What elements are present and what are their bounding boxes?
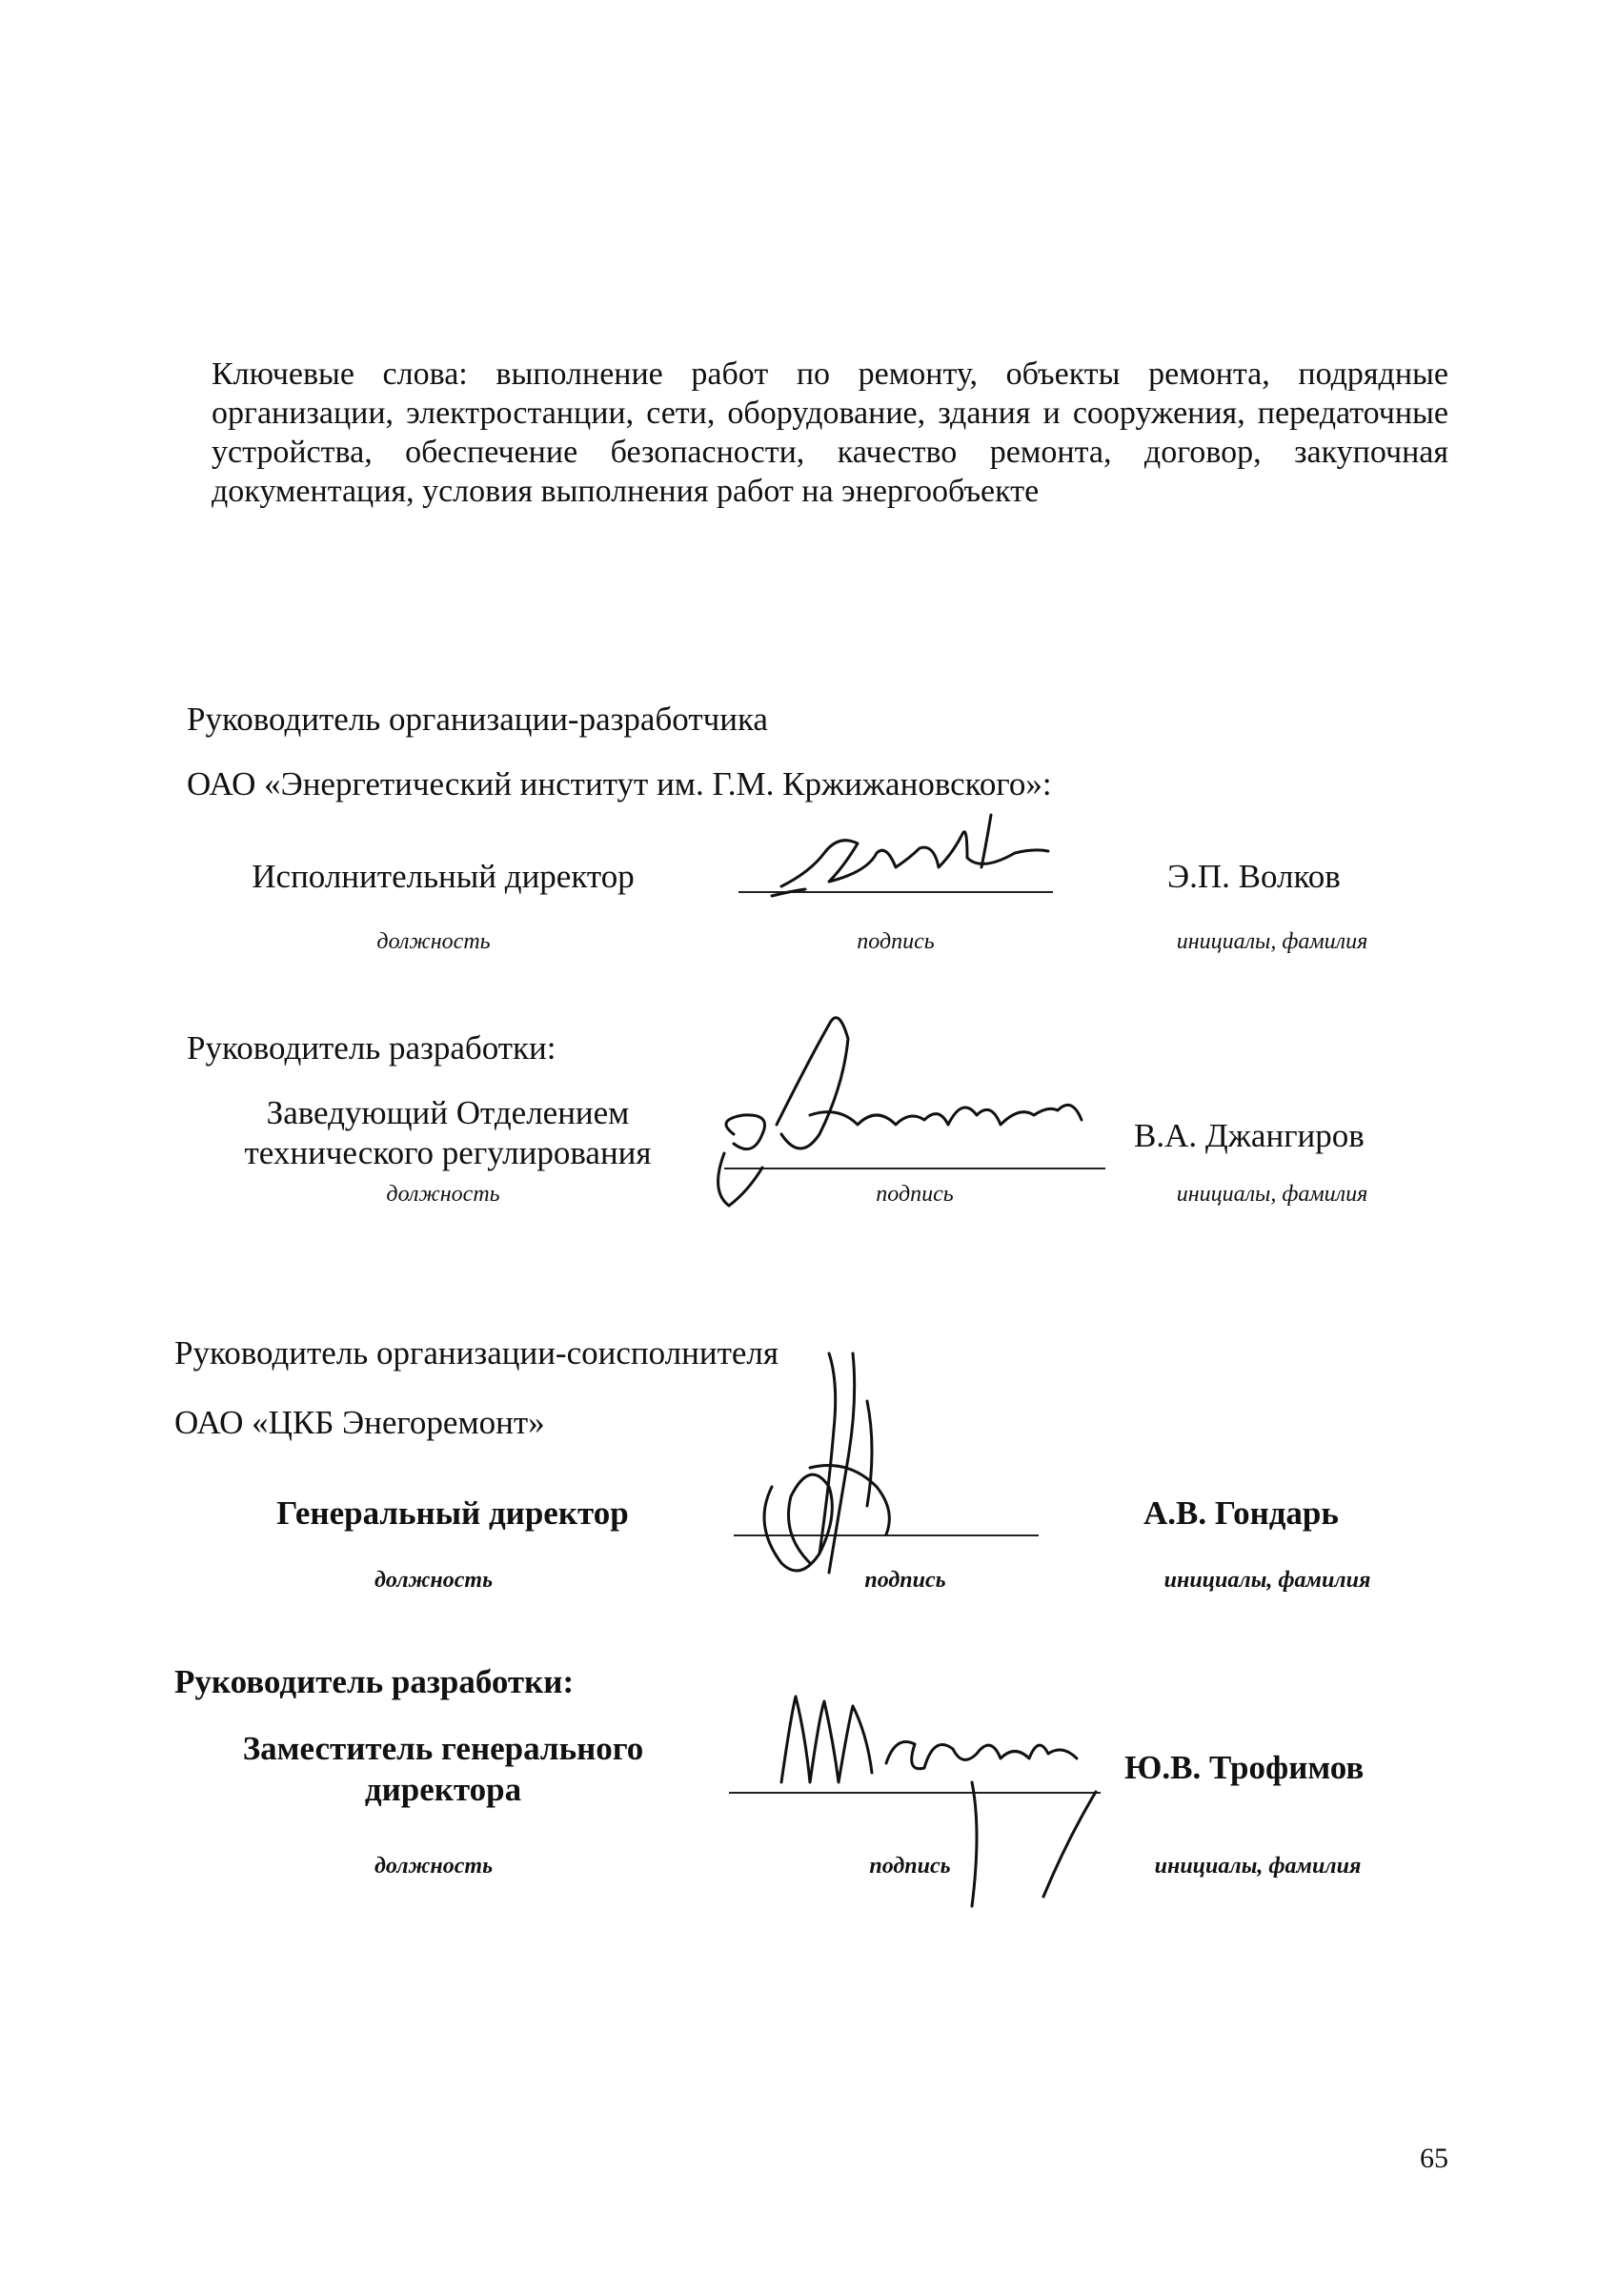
caption-position: должность: [374, 1568, 494, 1593]
caption-name: инициалы, фамилия: [1154, 1854, 1362, 1879]
caption-name: инициалы, фамилия: [1176, 1182, 1368, 1207]
signer-position-line2: технического регулирования: [244, 1134, 652, 1171]
dev-lead-heading: Руководитель разработки:: [174, 1663, 575, 1700]
dev-lead-heading: Руководитель разработки:: [187, 1029, 556, 1067]
caption-position: должность: [376, 929, 491, 954]
signer-position-line1: Заведующий Отделением: [266, 1094, 630, 1131]
page-number: 65: [1420, 2143, 1448, 2174]
signer-position: Генеральный директор: [276, 1494, 629, 1532]
coexecutor-organization: ОАО «ЦКБ Энегоремонт»: [174, 1404, 545, 1441]
caption-signature: подпись: [857, 929, 935, 954]
signer-position-line1: Заместитель генерального: [242, 1730, 644, 1767]
caption-name: инициалы, фамилия: [1176, 929, 1368, 954]
signature-trofimov: [762, 1677, 1115, 1916]
signer-name: А.В. Гондарь: [1143, 1494, 1339, 1532]
caption-position: должность: [386, 1182, 500, 1207]
coexecutor-heading: Руководитель организации-соисполнителя: [174, 1334, 779, 1372]
signature-gondar: [734, 1344, 943, 1601]
caption-name: инициалы, фамилия: [1163, 1568, 1371, 1593]
signer-position: Исполнительный директор: [252, 858, 635, 895]
caption-signature: подпись: [869, 1854, 951, 1879]
developer-organization: ОАО «Энергетический институт им. Г.М. Кржижановского»:: [187, 765, 1052, 803]
signer-name: В.А. Джангиров: [1134, 1117, 1365, 1154]
signer-position-line2: директора: [364, 1771, 522, 1808]
signer-name: Э.П. Волков: [1167, 858, 1341, 895]
caption-signature: подпись: [864, 1568, 946, 1593]
caption-signature: подпись: [876, 1182, 954, 1207]
developer-heading: Руководитель организации-разработчика: [187, 701, 768, 738]
signature-volkov: [753, 815, 1058, 920]
signer-name: Ю.В. Трофимов: [1124, 1749, 1365, 1786]
caption-position: должность: [374, 1854, 494, 1879]
keywords-paragraph: Ключевые слова: выполнение работ по ремонту, объекты ремонта, подрядные организации, электростанции, сети, оборудование, здания и сооружения, передаточные устройства, обеспечение безопасности, качество ремонта, договор, закупочная документация, условия выполнения работ на энергообъекте: [212, 356, 1448, 509]
